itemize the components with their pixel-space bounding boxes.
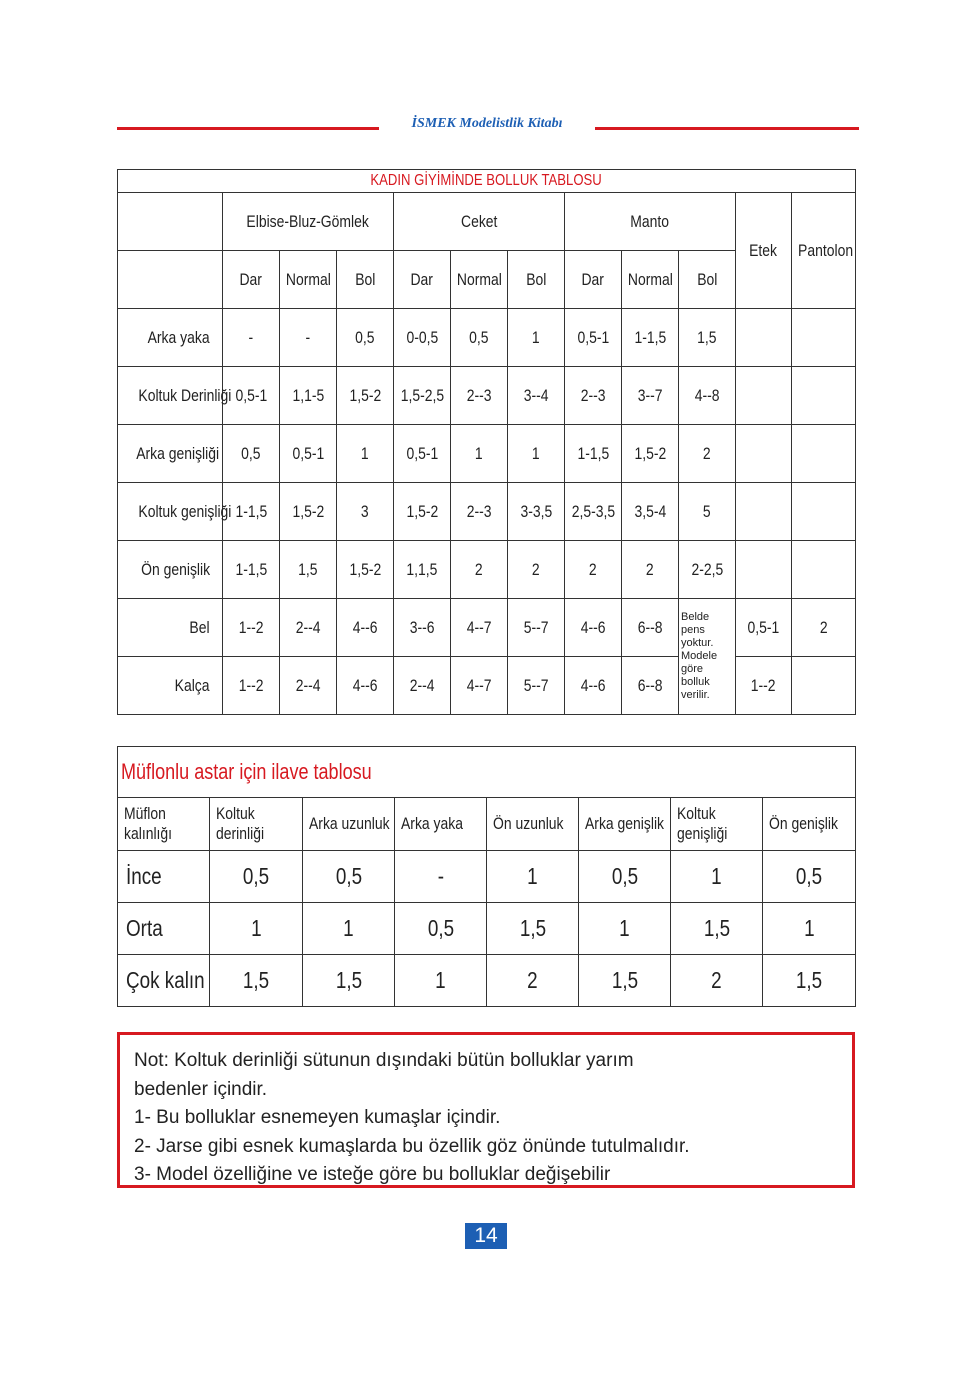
table-cell: 4--8: [679, 367, 736, 425]
table-cell: 5--7: [508, 599, 565, 657]
page-number: 14: [465, 1223, 507, 1249]
group-header: Pantolon: [792, 193, 856, 309]
table-cell: 2--3: [451, 483, 508, 541]
column-header: Koltuk genişliği: [671, 798, 763, 851]
table-cell: 1: [508, 309, 565, 367]
table-cell: 0,5: [223, 425, 280, 483]
row-label: Koltuk genişliği: [118, 483, 223, 541]
group-header: Etek: [736, 193, 792, 309]
column-header: Ön uzunluk: [487, 798, 579, 851]
row-label: Bel: [118, 599, 223, 657]
table-cell: 1,1,5: [394, 541, 451, 599]
table-cell: 1: [337, 425, 394, 483]
table-cell: 1,5-2,5: [394, 367, 451, 425]
ease-table-caption: KADIN GİYİMİNDE BOLLUK TABLOSU: [118, 170, 856, 193]
row-label: Orta: [118, 903, 210, 955]
table-cell: 0,5-1: [736, 599, 792, 657]
ease-table: [117, 169, 856, 715]
table-cell: 2: [451, 541, 508, 599]
table-cell: 2: [679, 425, 736, 483]
table-row: [118, 903, 856, 955]
table-cell: 2: [671, 955, 763, 1007]
table-cell: 5: [679, 483, 736, 541]
table-cell: 2--3: [451, 367, 508, 425]
row-label: İnce: [118, 851, 210, 903]
table-cell: 1-1,5: [622, 309, 679, 367]
table-cell: 2: [565, 541, 622, 599]
table-cell: 1-1,5: [223, 483, 280, 541]
group-header: Elbise-Bluz-Gömlek: [223, 193, 394, 251]
table-cell: 2: [622, 541, 679, 599]
table-cell: 2: [508, 541, 565, 599]
column-header: Arka genişlik: [579, 798, 671, 851]
table-cell: 1,5: [671, 903, 763, 955]
note-cell: Belde pens yoktur. Modele göre bolluk verilir.: [679, 599, 736, 715]
table-cell: 0,5: [763, 851, 856, 903]
table-cell: 2--4: [394, 657, 451, 715]
table-cell: 0,5-1: [280, 425, 337, 483]
row-label: Kalça: [118, 657, 223, 715]
table-cell: [792, 483, 856, 541]
table-cell: 6--8: [622, 657, 679, 715]
table-cell: 1-1,5: [565, 425, 622, 483]
table-cell: 1: [210, 903, 303, 955]
note-line: 2- Jarse gibi esnek kumaşlarda bu özellik göz önünde tutulmalıdır.: [134, 1135, 690, 1157]
table-row: [118, 851, 856, 903]
table-cell: 2--4: [280, 599, 337, 657]
group-header: Ceket: [394, 193, 565, 251]
table-cell: 1,5-2: [394, 483, 451, 541]
column-header: Ön genişlik: [763, 798, 856, 851]
table-cell: [792, 657, 856, 715]
table-cell: 4--6: [565, 657, 622, 715]
table-row: [118, 599, 856, 657]
table-cell: 2--3: [565, 367, 622, 425]
lining-table: [117, 746, 856, 1007]
row-label: Koltuk Derinliği: [118, 367, 223, 425]
column-header: Koltuk derinliği: [210, 798, 303, 851]
row-label: Arka genişliği: [118, 425, 223, 483]
header-title: İSMEK Modelistlik Kitabı: [411, 116, 563, 131]
table-cell: 0,5: [303, 851, 395, 903]
table-cell: 2,5-3,5: [565, 483, 622, 541]
table-cell: 3--6: [394, 599, 451, 657]
table-cell: 1: [579, 903, 671, 955]
table-row: [118, 955, 856, 1007]
table-cell: 1,5: [579, 955, 671, 1007]
table-cell: 3--4: [508, 367, 565, 425]
note-line: 3- Model özelliğine ve isteğe göre bu bolluklar değişebilir: [134, 1164, 611, 1185]
table-cell: 1--2: [223, 657, 280, 715]
table-row: [118, 541, 856, 599]
subheader: Dar: [565, 251, 622, 309]
table-cell: 6--8: [622, 599, 679, 657]
table-cell: -: [223, 309, 280, 367]
table-cell: 3,5-4: [622, 483, 679, 541]
table-cell: 1,5: [487, 903, 579, 955]
table-cell: 1-1,5: [223, 541, 280, 599]
table-cell: [736, 425, 792, 483]
column-header: Arka uzunluk: [303, 798, 395, 851]
note-line: Not: Koltuk derinliği sütunun dışındaki bütün bolluklar yarım: [134, 1050, 634, 1071]
table-cell: [736, 367, 792, 425]
note-line: 1- Bu bolluklar esnemeyen kumaşlar içindir.: [134, 1107, 501, 1128]
table-cell: 0,5-1: [394, 425, 451, 483]
table-cell: 1,1-5: [280, 367, 337, 425]
subheader: Dar: [394, 251, 451, 309]
table-cell: 2--4: [280, 657, 337, 715]
table-cell: 2: [792, 599, 856, 657]
table-cell: 4--7: [451, 599, 508, 657]
table-cell: 0,5: [451, 309, 508, 367]
table-cell: [736, 541, 792, 599]
table-cell: 1,5: [303, 955, 395, 1007]
table-cell: 0,5-1: [223, 367, 280, 425]
table-cell: 1--2: [736, 657, 792, 715]
table-cell: 4--6: [565, 599, 622, 657]
table-cell: 1: [395, 955, 487, 1007]
table-cell: -: [395, 851, 487, 903]
note-line: bedenler içindir.: [134, 1078, 268, 1100]
subheader: Dar: [223, 251, 280, 309]
lining-table-caption: Müflonlu astar için ilave tablosu: [118, 747, 856, 798]
table-cell: 1,5: [679, 309, 736, 367]
subheader: Bol: [337, 251, 394, 309]
column-header: Müflon kalınlığı: [118, 798, 210, 851]
corner-cell: [118, 193, 223, 251]
header-rule-right: [595, 127, 859, 130]
subheader: Normal: [622, 251, 679, 309]
table-cell: [792, 541, 856, 599]
column-header: Arka yaka: [395, 798, 487, 851]
table-cell: 1,5: [280, 541, 337, 599]
subheader: Bol: [508, 251, 565, 309]
table-cell: 1,5-2: [280, 483, 337, 541]
table-cell: 2-2,5: [679, 541, 736, 599]
table-row: [118, 483, 856, 541]
table-cell: 1--2: [223, 599, 280, 657]
table-cell: 1: [508, 425, 565, 483]
table-cell: 0,5: [395, 903, 487, 955]
table-cell: 1: [451, 425, 508, 483]
table-cell: 1: [671, 851, 763, 903]
table-cell: 4--6: [337, 599, 394, 657]
header-rule-left: [117, 127, 379, 130]
row-label: Arka yaka: [118, 309, 223, 367]
table-cell: 0-0,5: [394, 309, 451, 367]
table-cell: 1,5: [210, 955, 303, 1007]
table-row: [118, 657, 856, 715]
table-cell: 3: [337, 483, 394, 541]
table-cell: 1,5-2: [337, 541, 394, 599]
table-cell: 4--7: [451, 657, 508, 715]
table-cell: 1: [303, 903, 395, 955]
group-header: Manto: [565, 193, 736, 251]
subheader: Bol: [679, 251, 736, 309]
subheader: Normal: [451, 251, 508, 309]
table-cell: 5--7: [508, 657, 565, 715]
table-cell: [792, 425, 856, 483]
table-cell: 3--7: [622, 367, 679, 425]
table-cell: 1,5: [763, 955, 856, 1007]
table-cell: 0,5: [210, 851, 303, 903]
table-cell: [736, 483, 792, 541]
table-cell: [792, 309, 856, 367]
table-row: [118, 309, 856, 367]
row-label: Ön genişlik: [118, 541, 223, 599]
page-header: [117, 116, 859, 136]
notes-box: [117, 1032, 855, 1188]
corner-cell: [118, 251, 223, 309]
table-cell: [736, 309, 792, 367]
table-cell: 1,5-2: [337, 367, 394, 425]
table-cell: -: [280, 309, 337, 367]
table-row: [118, 367, 856, 425]
table-cell: 1: [487, 851, 579, 903]
table-cell: 1,5-2: [622, 425, 679, 483]
table-cell: 0,5-1: [565, 309, 622, 367]
table-cell: 4--6: [337, 657, 394, 715]
row-label: Çok kalın: [118, 955, 210, 1007]
table-cell: 3-3,5: [508, 483, 565, 541]
table-cell: 0,5: [579, 851, 671, 903]
table-cell: 2: [487, 955, 579, 1007]
table-cell: 0,5: [337, 309, 394, 367]
subheader: Normal: [280, 251, 337, 309]
table-row: [118, 425, 856, 483]
table-cell: [792, 367, 856, 425]
table-cell: 1: [763, 903, 856, 955]
